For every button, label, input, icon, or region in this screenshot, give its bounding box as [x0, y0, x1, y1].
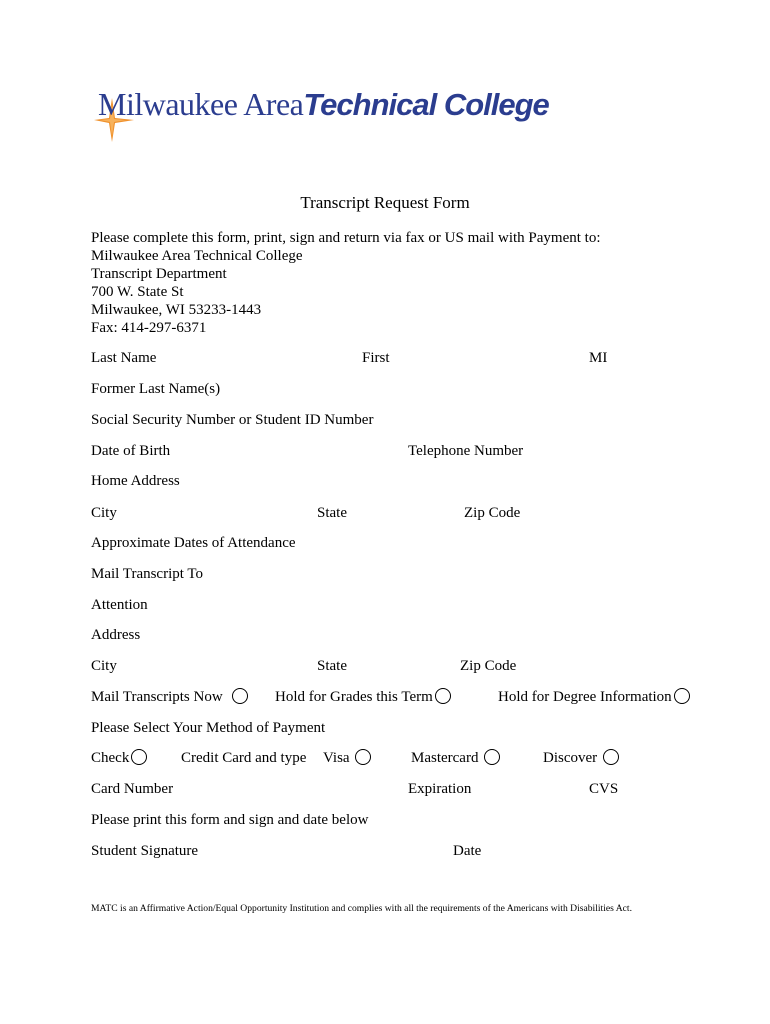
intro-line: Please complete this form, print, sign and return via fax or US mail with Payment to:: [91, 230, 601, 246]
mailing-zip-code-label: Zip Code: [460, 658, 517, 674]
hold-degree-radio[interactable]: [674, 688, 690, 704]
home-address-label: Home Address: [91, 473, 180, 489]
mail-now-radio[interactable]: [232, 688, 248, 704]
intro-line: Milwaukee, WI 53233-1443: [91, 302, 262, 318]
option-hold-grades-label: Hold for Grades this Term: [275, 689, 433, 705]
payment-visa-label: Visa: [323, 750, 350, 766]
mailing-state-label: State: [317, 658, 347, 674]
intro-line: Fax: 414-297-6371: [91, 320, 207, 336]
address-label: Address: [91, 627, 141, 643]
payment-discover: [543, 749, 619, 767]
intro-line: Transcript Department: [91, 266, 227, 282]
expiration-label: Expiration: [408, 781, 472, 797]
first-name-label: First: [362, 350, 390, 366]
mastercard-radio[interactable]: [484, 749, 500, 765]
telephone-label: Telephone Number: [408, 443, 524, 459]
hold-grades-radio[interactable]: [435, 688, 451, 704]
student-signature-label: Student Signature: [91, 843, 199, 859]
option-hold-degree: [498, 688, 690, 706]
payment-mastercard: [411, 749, 500, 767]
card-number-label: Card Number: [91, 781, 174, 797]
mail-transcript-to-label: Mail Transcript To: [91, 566, 204, 582]
option-mail-now-label: Mail Transcripts Now: [91, 689, 223, 705]
former-last-names-label: Former Last Name(s): [91, 381, 221, 397]
attendance-dates-label: Approximate Dates of Attendance: [91, 535, 296, 551]
ssn-label: Social Security Number or Student ID Number: [91, 412, 374, 428]
matc-logo: [92, 86, 572, 144]
form-title: Transcript Request Form: [300, 193, 470, 212]
attention-label: Attention: [91, 597, 148, 613]
signature-date-label: Date: [453, 843, 482, 859]
last-name-label: Last Name: [91, 350, 157, 366]
payment-heading: Please Select Your Method of Payment: [91, 720, 326, 736]
cvs-label: CVS: [589, 781, 619, 797]
credit-card-type-label: Credit Card and type: [181, 750, 307, 766]
mailing-city-label: City: [91, 658, 117, 674]
date-of-birth-label: Date of Birth: [91, 443, 171, 459]
intro-line: Milwaukee Area Technical College: [91, 248, 303, 264]
logo-text-technical-college: Technical College: [303, 87, 549, 122]
signature-instructions: Please print this form and sign and date below: [91, 812, 369, 828]
logo-text-milwaukee-area: Milwaukee Area: [98, 86, 304, 122]
zip-code-label: Zip Code: [464, 505, 521, 521]
footer-disclaimer: MATC is an Affirmative Action/Equal Opportunity Institution and complies with all the requirements of the Americans with Disabilities Act.: [91, 903, 632, 914]
check-radio[interactable]: [131, 749, 147, 765]
option-hold-degree-label: Hold for Degree Information: [498, 689, 672, 705]
payment-mastercard-label: Mastercard: [411, 750, 479, 766]
payment-discover-label: Discover: [543, 750, 598, 766]
state-label: State: [317, 505, 347, 521]
payment-visa: [323, 749, 371, 767]
middle-initial-label: MI: [589, 350, 608, 366]
visa-radio[interactable]: [355, 749, 371, 765]
option-hold-grades: [275, 688, 451, 706]
intro-line: 700 W. State St: [91, 284, 184, 300]
city-label: City: [91, 505, 117, 521]
discover-radio[interactable]: [603, 749, 619, 765]
payment-check-label: Check: [91, 750, 130, 766]
option-mail-now: [91, 688, 248, 706]
logo-wordmark: [98, 86, 549, 123]
payment-check: [91, 749, 147, 767]
